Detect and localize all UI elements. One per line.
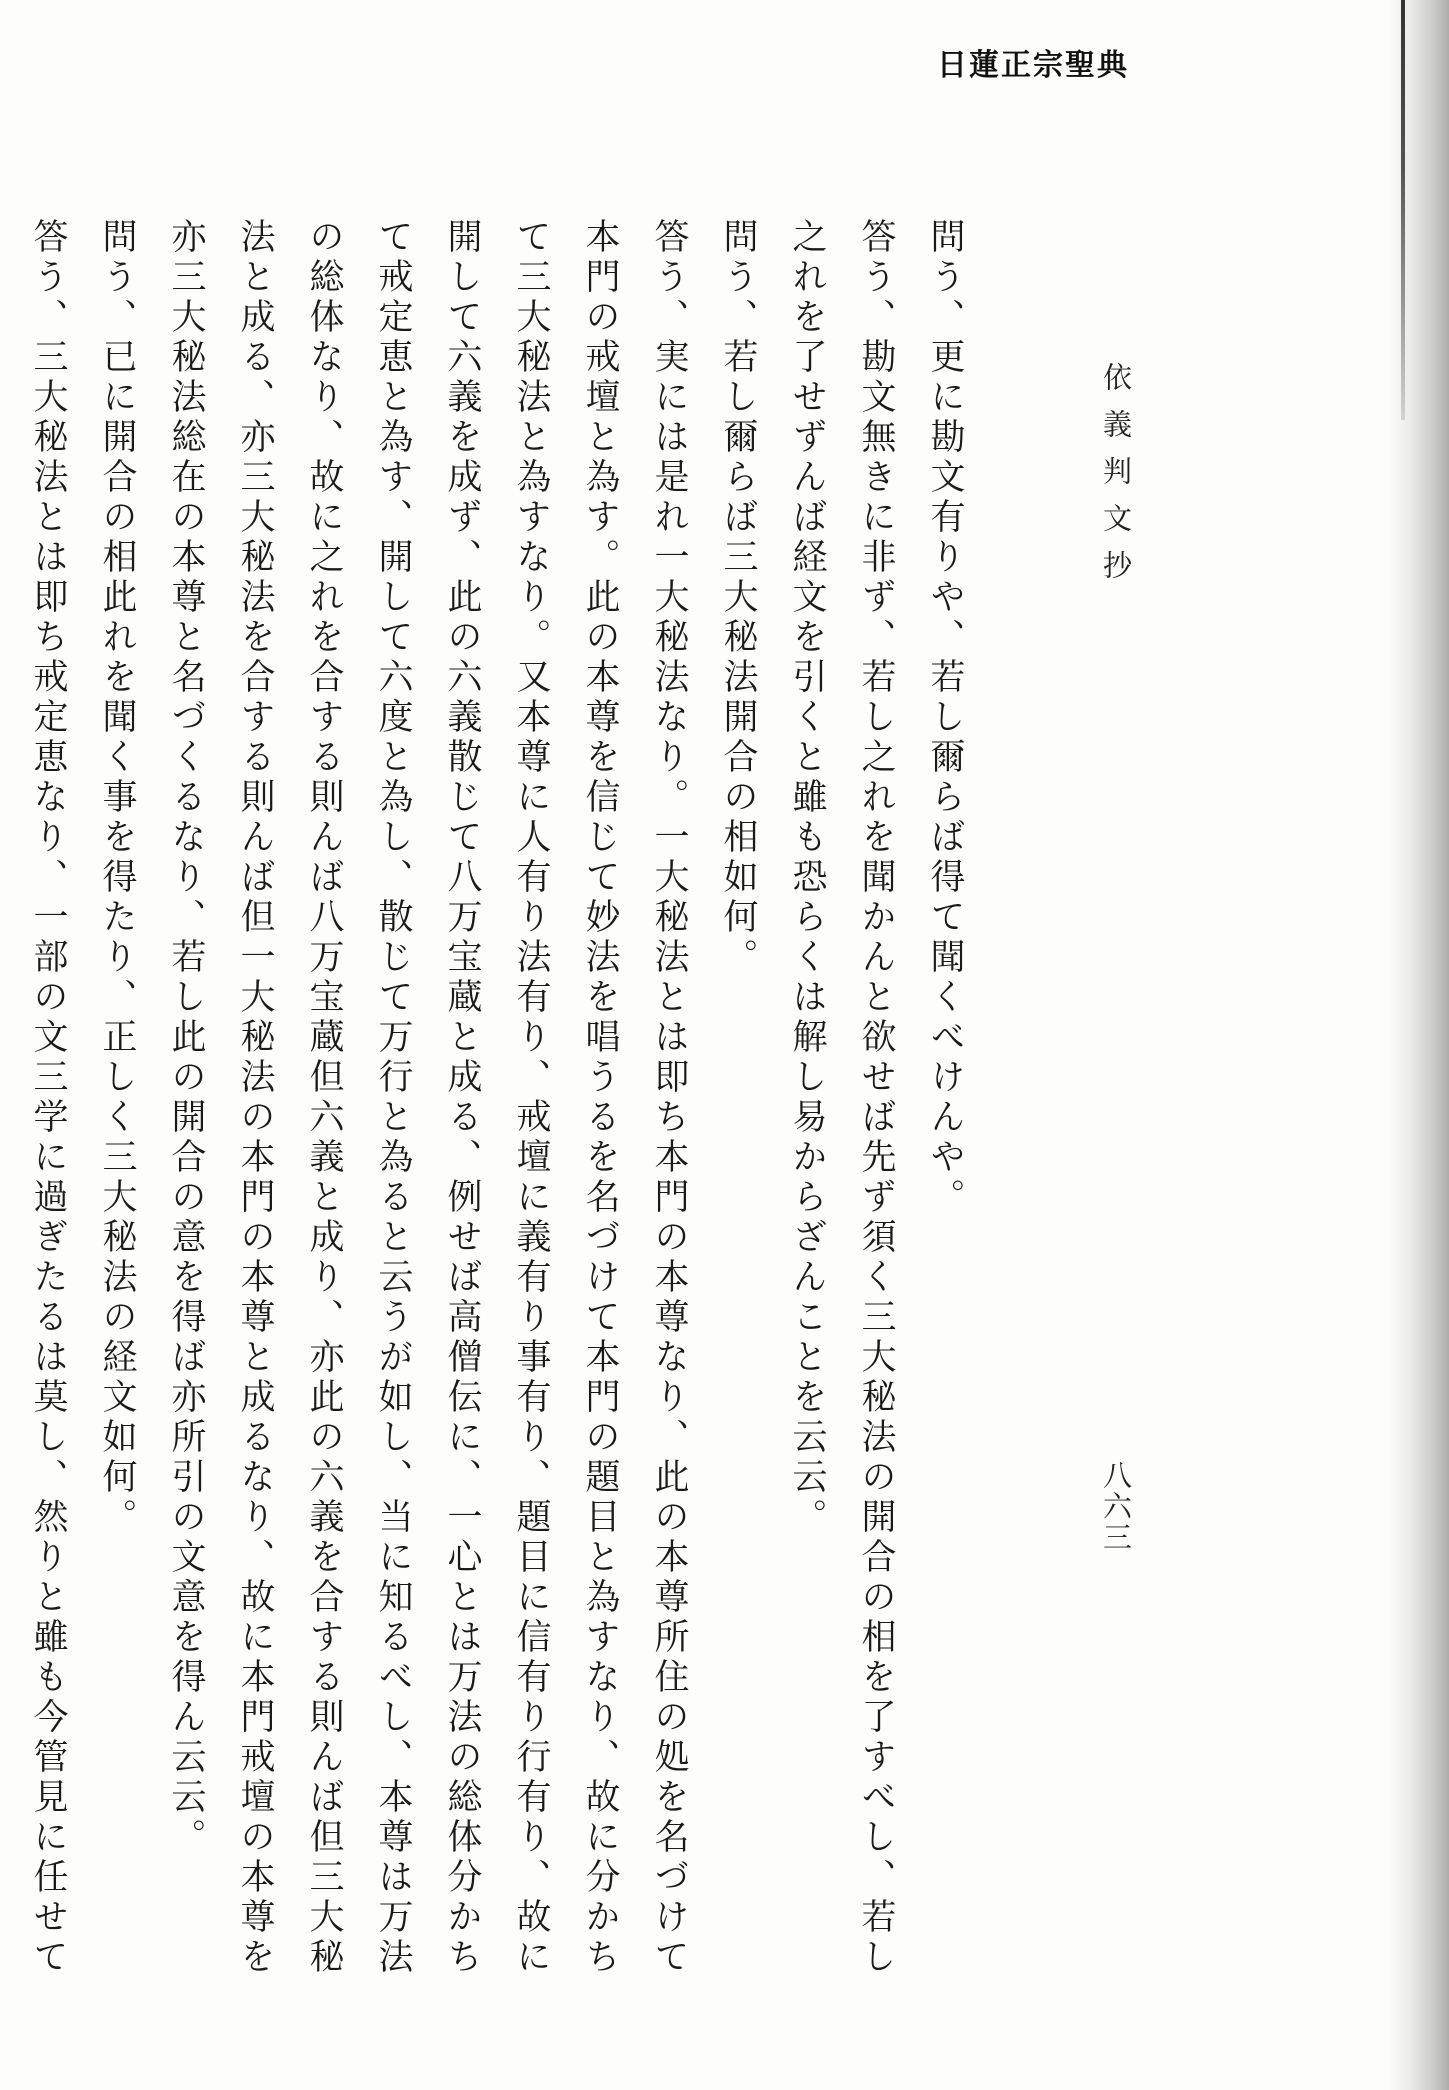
paragraph-answer-1: 答う、勘文無きに非ず、若し之れを聞かんと欲せば先ず須く三大秘法の開合の相を了すべし、若し之れを了せずんば経文を引くと雖も恐らくは解し易からざんことを云云。 bbox=[787, 218, 896, 1978]
running-head-title: 日蓮正宗聖典 bbox=[937, 48, 1129, 83]
footer-section-title: 依義判文抄 bbox=[1099, 362, 1133, 597]
paragraph-question-1: 問う、更に勘文有りや、若し爾らば得て聞くべけんや。 bbox=[925, 218, 965, 1218]
page-number: 八六三 bbox=[1099, 1460, 1133, 1553]
paragraph-question-3: 問う、已に開合の相此れを聞く事を得たり、正しく三大秘法の経文如何。 bbox=[97, 218, 137, 1538]
vertical-body-text bbox=[28, 218, 979, 1978]
paragraph-answer-2: 答う、実には是れ一大秘法なり。一大秘法とは即ち本門の本尊なり、此の本尊所住の処を名づけて本門の戒壇と為す。此の本尊を信じて妙法を唱うるを名づけて本門の題目と為すなり、故に分かちて三大秘法と為すなり。又本尊に人有り法有り、戒壇に義有り事有り、題目に信有り行有り、故に開して六義を成ず、此の六義散じて八万宝蔵と成る、例せば高僧伝に、一心とは万法の総体分かちて戒定恵と為す、開して六度と為し、散じて万行と為ると云うが如し、当に知るべし、本尊は万法の総体なり、故に之れを合する則んば八万宝蔵但六義と成り、亦此の六義を合する則んば但三大秘法と成る、亦三大秘法を合する則んば但一大秘法の本門の本尊と成るなり、故に本門戒壇の本尊を亦三大秘法総在の本尊と名づくるなり、若し此の開合の意を得ば亦所引の文意を得ん云云。 bbox=[166, 218, 689, 1978]
page-gutter-shadow bbox=[1389, 0, 1449, 2090]
page-binding-edge bbox=[1401, 0, 1405, 420]
paragraph-question-2: 問う、若し爾らば三大秘法開合の相如何。 bbox=[718, 218, 758, 978]
paragraph-answer-3: 答う、三大秘法とは即ち戒定恵なり、一部の文三学に過ぎたるは莫し、然りと雖も今管見に任せて bbox=[28, 218, 68, 1978]
